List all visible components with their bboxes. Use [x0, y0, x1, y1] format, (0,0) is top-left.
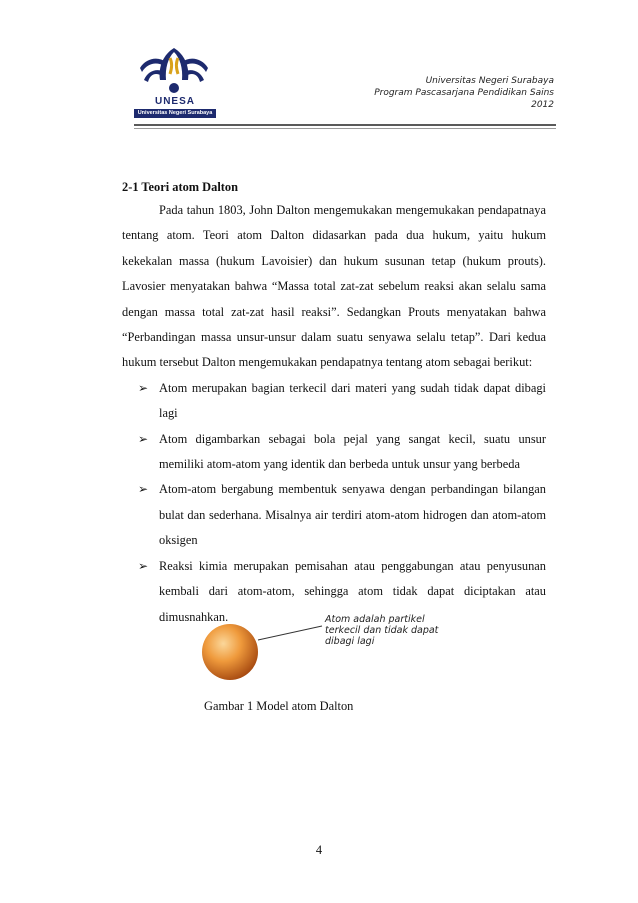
section-title: 2-1 Teori atom Dalton — [122, 180, 238, 194]
list-item-text: Atom merupakan bagian terkecil dari materi yang sudah tidak dapat dibagi lagi — [159, 380, 546, 421]
header-rule-thin — [134, 128, 556, 129]
page-number: 4 — [315, 843, 323, 857]
list-item — [122, 477, 546, 553]
header-university: Universitas Negeri Surabaya — [425, 76, 554, 86]
body-paragraph: Pada tahun 1803, John Dalton mengemukakan mengemukakan pendapatnaya tentang atom. Teori atom Dalton didasarkan pada dua hukum, yaitu hukum kekekalan massa (hukum Lavoisier) dan hukum susunan tetap (hukum prouts). Lavosier menyatakan bahwa “Massa total zat-zat sebelum reaksi akan selalu sama dengan massa total zat-zat hasil reaksi”. Sedangkan Prouts menyatakan bahwa “Perbandingan massa unsur-unsur dalam suatu senyawa selalu tetap”. Dari kedua hukum tersebut Dalton mengemukakan pendapatnya tentang atom sebagai berikut: — [122, 203, 546, 370]
list-item-text: Atom-atom bergabung membentuk senyawa dengan perbandingan bilangan bulat dan sederhana. Misalnya air terdiri atom-atom hidrogen dan atom-atom oksigen — [159, 482, 546, 548]
arrow-bullet-icon: ➢ — [138, 558, 149, 573]
arrow-bullet-icon: ➢ — [138, 380, 149, 395]
pointer-arrow — [258, 626, 322, 640]
logo-subtitle: Universitas Negeri Surabaya — [134, 109, 216, 118]
bullet-list — [122, 376, 546, 630]
arrow-bullet-icon: ➢ — [138, 482, 149, 497]
logo-text — [134, 96, 216, 118]
figure-caption: Gambar 1 Model atom Dalton — [204, 699, 354, 713]
section-content — [122, 178, 546, 630]
annotation-line: Atom adalah partikel — [325, 614, 425, 625]
header-year: 2012 — [531, 100, 554, 110]
header-rule — [134, 124, 556, 126]
logo-name: UNESA — [154, 96, 195, 107]
annotation-line: dibagi lagi — [325, 636, 375, 647]
annotation-line: terkecil dan tidak dapat — [325, 625, 439, 636]
list-item-text: Reaksi kimia merupakan pemisahan atau penggabungan atau penyusunan kembali dari atom-atom, sehingga atom tidak dapat diciptakan atau dimusnahkan. — [159, 558, 546, 624]
list-item — [122, 427, 546, 478]
header-institution — [374, 75, 554, 111]
dalton-atom-figure — [200, 612, 460, 692]
header-program: Program Pascasarjana Pendidikan Sains — [374, 88, 554, 98]
list-item-text: Atom digambarkan sebagai bola pejal yang sangat kecil, suatu unsur memiliki atom-atom yang identik dan berbeda untuk unsur yang berbeda — [159, 431, 546, 472]
atom-sphere — [202, 624, 258, 680]
list-item — [122, 376, 546, 427]
arrow-bullet-icon: ➢ — [138, 431, 149, 446]
figure-annotation — [325, 614, 465, 647]
